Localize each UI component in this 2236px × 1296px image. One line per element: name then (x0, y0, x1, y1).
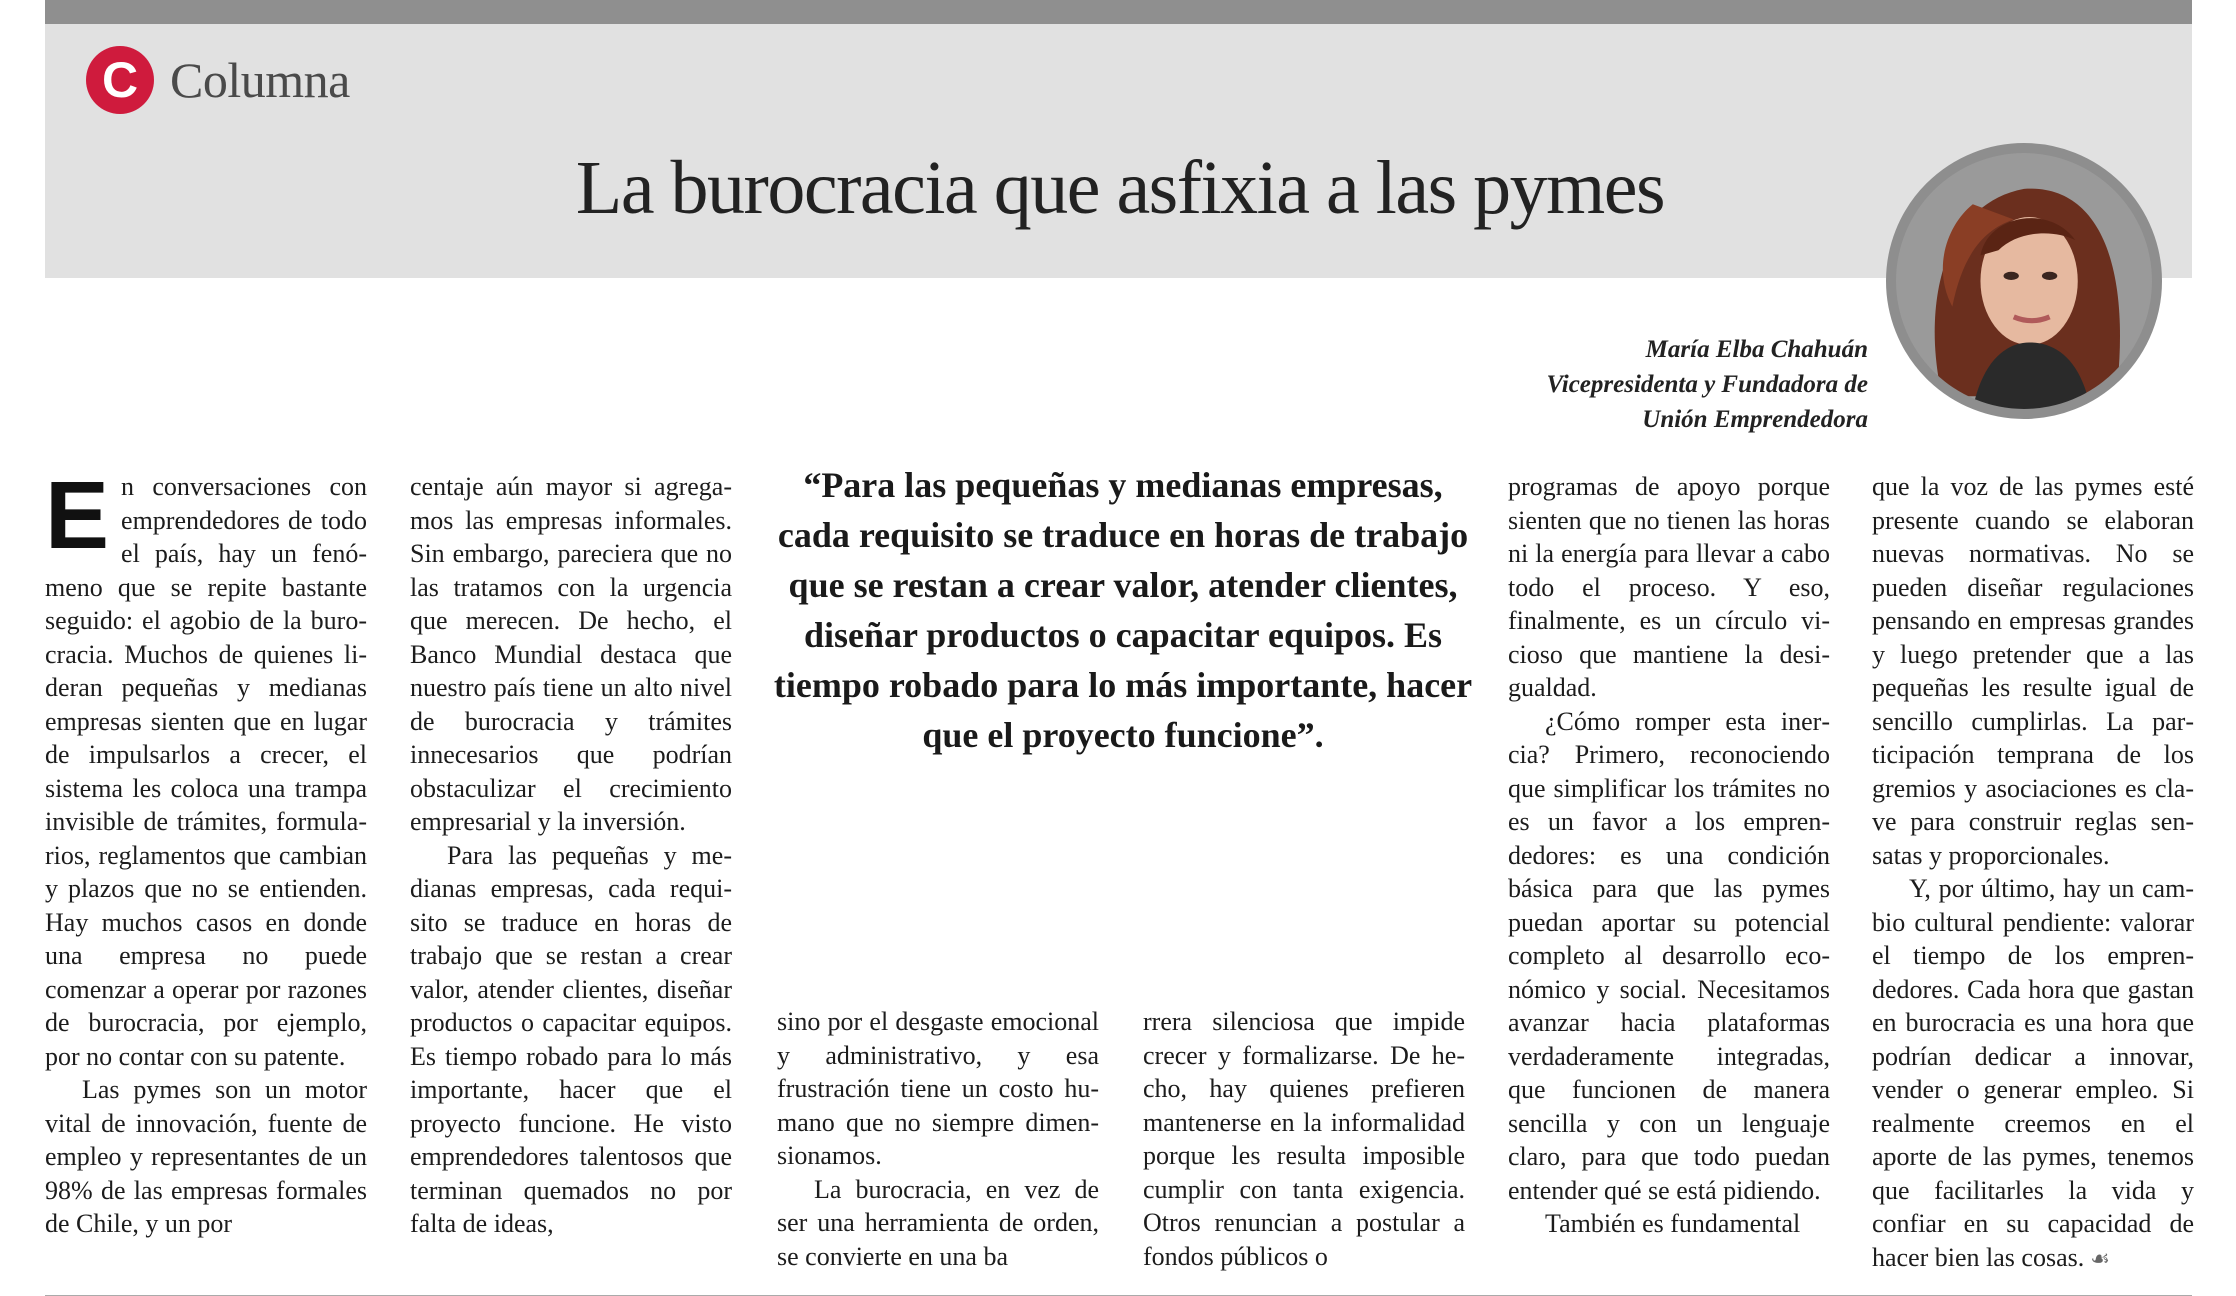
paragraph: programas de apoyo porque sienten que no tienen las horas ni la energía para llevar a cabo todo el proceso. Y eso, finalmente, es un círculo vicioso que mantiene la desigualdad. (1508, 472, 1830, 702)
article-column-4 (1143, 1005, 1465, 1273)
paragraph: centaje aún mayor si agregamos las empresas informales. Sin embargo, pareciera que no las tratamos con la urgencia que merecen. De hecho, el Banco Mundial destaca que nuestro país tiene un alto nivel de burocracia y trámites innecesarios que podrían obstaculizar el crecimiento empresarial y la inversión. (410, 472, 732, 836)
paragraph: La burocracia, en vez de ser una herramienta de orden, se convierte en una ba (777, 1174, 1099, 1271)
paragraph (45, 462, 367, 1073)
article-column-3 (777, 1005, 1099, 1273)
article-column-1 (45, 462, 367, 1241)
section-badge: C (86, 46, 154, 114)
paragraph-text: n conversaciones con emprendedores de todo el país, hay un fenómeno que se repite bastante seguido: el agobio de la burocracia. Muchos de quienes lideran pequeñas y medianas empresas sienten que en lugar de impulsarlos a crecer, el sistema les coloca una trampa invisible de trámites, formularios, reglamentos que cambian y plazos que no se entienden. Hay muchos casos en donde una empresa no puede comenzar a operar por razones de burocracia, por ejemplo, por no contar con su patente. (45, 472, 367, 1071)
section-tag (86, 46, 350, 114)
top-rule (45, 0, 2192, 24)
paragraph: que la voz de las pymes esté presente cuando se elaboran nuevas normativas. No se pueden diseñar regulaciones pensando en empresas grandes y luego pretender que a las pequeñas les resulte igual de sencillo cumplirlas. La participación temprana de los gremios y asociaciones es clave para construir reglas sensatas y proporcionales. (1872, 472, 2194, 870)
headline: La burocracia que asfixia a las pymes (575, 146, 1665, 230)
author-role-line1: Vicepresidenta y Fundadora de (1546, 371, 1868, 398)
end-mark-icon: ☙ (2090, 1245, 2110, 1271)
paragraph: Para las pequeñas y medianas empresas, cada requisito se traduce en horas de trabajo que se restan a crear valor, atender clientes, diseñar productos o capacitar equipos. Es tiempo robado para lo más importante, hacer que el proyecto funcione. He visto emprendedores talentosos que terminan quemados no por falta de ideas, (410, 840, 732, 1238)
article-column-6 (1872, 470, 2194, 1275)
paragraph: sino por el desgaste emocional y administrativo, y esa frustración tiene un costo humano que no siempre dimensionamos. (777, 1007, 1099, 1170)
author-name: María Elba Chahuán (1645, 336, 1868, 363)
pull-quote: “Para las pequeñas y medianas empresas, cada requisito se traduce en horas de trabajo que se restan a crear valor, atender clientes, diseñar productos o capacitar equipos. Es tiempo robado para lo más importante, hacer que el proyecto funcione”. (773, 465, 1473, 755)
article-column-5 (1508, 470, 1830, 1241)
drop-cap: E (45, 462, 110, 569)
paragraph: rrera silenciosa que impide crecer y formalizarse. De hecho, hay quienes prefieren mantenerse en la informalidad porque les resulta imposible cumplir con tanta exigencia. Otros renuncian a postular a fondos públicos o (1143, 1007, 1465, 1271)
paragraph-text: Y, por último, hay un cambio cultural pendiente: valorar el tiempo de los emprendedores. Cada hora que gastan en burocracia es una hora que podrían dedicar a innovar, vender o generar empleo. Si realmente creemos en el aporte de las pymes, tenemos que facilitarles la vida y confiar en su capacidad de hacer bien las cosas. (1872, 874, 2194, 1272)
author-byline (1546, 332, 1868, 437)
paragraph (1872, 872, 2194, 1275)
paragraph: Las pymes son un motor vital de innovación, fuente de empleo y representantes de un 98% de las empresas formales de Chile, y un por (45, 1075, 367, 1238)
paragraph: También es fundamental (1545, 1209, 1801, 1238)
section-label: Columna (170, 52, 350, 108)
author-role-line2: Unión Emprendedora (1642, 406, 1868, 433)
article-column-2 (410, 470, 732, 1241)
paragraph: ¿Cómo romper esta inercia? Primero, reconociendo que simplificar los trámites no es un favor a los emprendedores: es una condición básica para que las pymes puedan aportar su potencial completo al desarrollo económico y social. Necesitamos avanzar hacia plataformas verdaderamente integradas, que funcionen de manera sencilla y con un lenguaje claro, para que todo puedan entender qué se está pidiendo. (1508, 706, 1830, 1205)
author-portrait (1886, 143, 2162, 419)
